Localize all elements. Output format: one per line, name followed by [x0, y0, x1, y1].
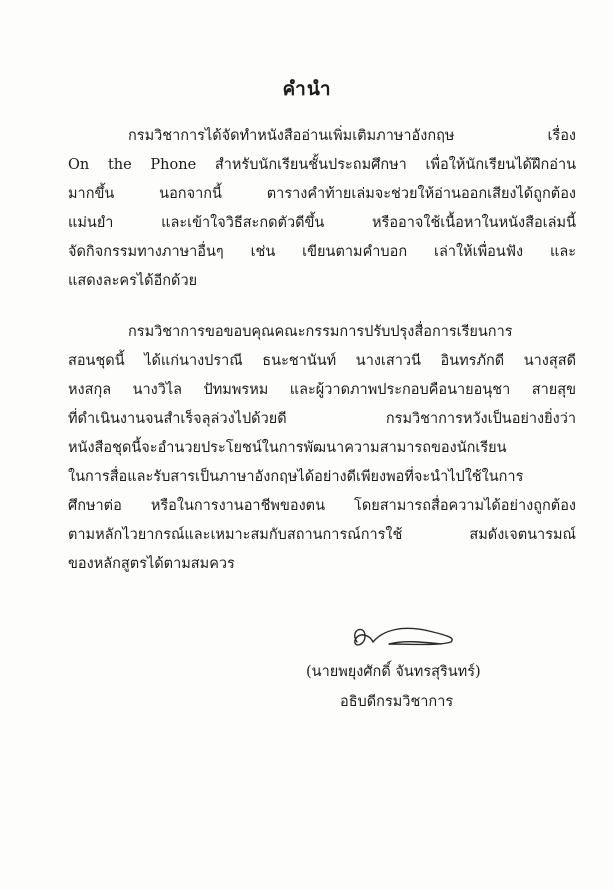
paragraph-2-line-3: หงสกุล นางวิไล ปัทมพรหม และผู้วาดภาพประกอบคือนายอนุชา สายสุข [68, 382, 576, 398]
paragraph-1-line-5: จัดกิจกรรมทางภาษาอื่นๆ เช่น เขียนตามคำบอก เล่าให้เพื่อนฟัง และ [68, 244, 576, 260]
page-title: คำนำ [282, 78, 332, 100]
paragraph-1-line-6: แสดงละครได้อีกด้วย [68, 273, 198, 289]
signatory-position: อธิบดีกรมวิชาการ [340, 694, 454, 710]
paragraph-1-line-2: On the Phone สำหรับนักเรียนชั้นประถมศึกษา เพื่อให้นักเรียนได้ฝึกอ่าน [68, 157, 576, 173]
paragraph-1-line-4: แม่นยำ และเข้าใจวิธีสะกดตัวดีขึ้น หรืออาจใช้เนื้อหาในหนังสือเล่มนี้ [68, 215, 576, 231]
paragraph-2-line-9: ของหลักสูตรได้ตามสมควร [68, 556, 235, 572]
paragraph-2-line-2: สอนชุดนี้ ได้แก่นางปราณี ธนะชานันท์ นางเสาวนี อินทรภักดี นางสุสดี [68, 353, 576, 369]
paragraph-2-line-8: ตามหลักไวยากรณ์และเหมาะสมกับสถานการณ์การใช้ สมดังเจตนารมณ์ [68, 527, 576, 543]
signatory-name: (นายพยุงศักดิ์ จันทรสุรินทร์) [306, 664, 481, 680]
handwritten-signature [343, 620, 463, 660]
paragraph-2-line-4: ที่ดำเนินงานจนสำเร็จลุล่วงไปด้วยดี กรมวิชาการหวังเป็นอย่างยิ่งว่า [68, 411, 576, 427]
paragraph-1-line-1: กรมวิชาการได้จัดทำหนังสืออ่านเพิ่มเติมภาษาอังกฤษ เรื่อง [128, 128, 576, 144]
paragraph-1-line-3: มากขึ้น นอกจากนี้ ตารางคำท้ายเล่มจะช่วยให้อ่านออกเสียงได้ถูกต้อง [68, 186, 576, 202]
paragraph-2-line-5: หนังสือชุดนี้จะอำนวยประโยชน์ในการพัฒนาความสามารถของนักเรียน [68, 440, 507, 456]
paragraph-2-line-1: กรมวิชาการขอขอบคุณคณะกรรมการปรับปรุงสื่อการเรียนการ [128, 324, 513, 340]
paragraph-2-line-6: ในการสื่อและรับสารเป็นภาษาอังกฤษได้อย่างดีเพียงพอที่จะนำไปใช้ในการ [68, 469, 524, 485]
paragraph-2-line-7: ศึกษาต่อ หรือในการงานอาชีพของตน โดยสามารถสื่อความได้อย่างถูกต้อง [68, 498, 576, 514]
